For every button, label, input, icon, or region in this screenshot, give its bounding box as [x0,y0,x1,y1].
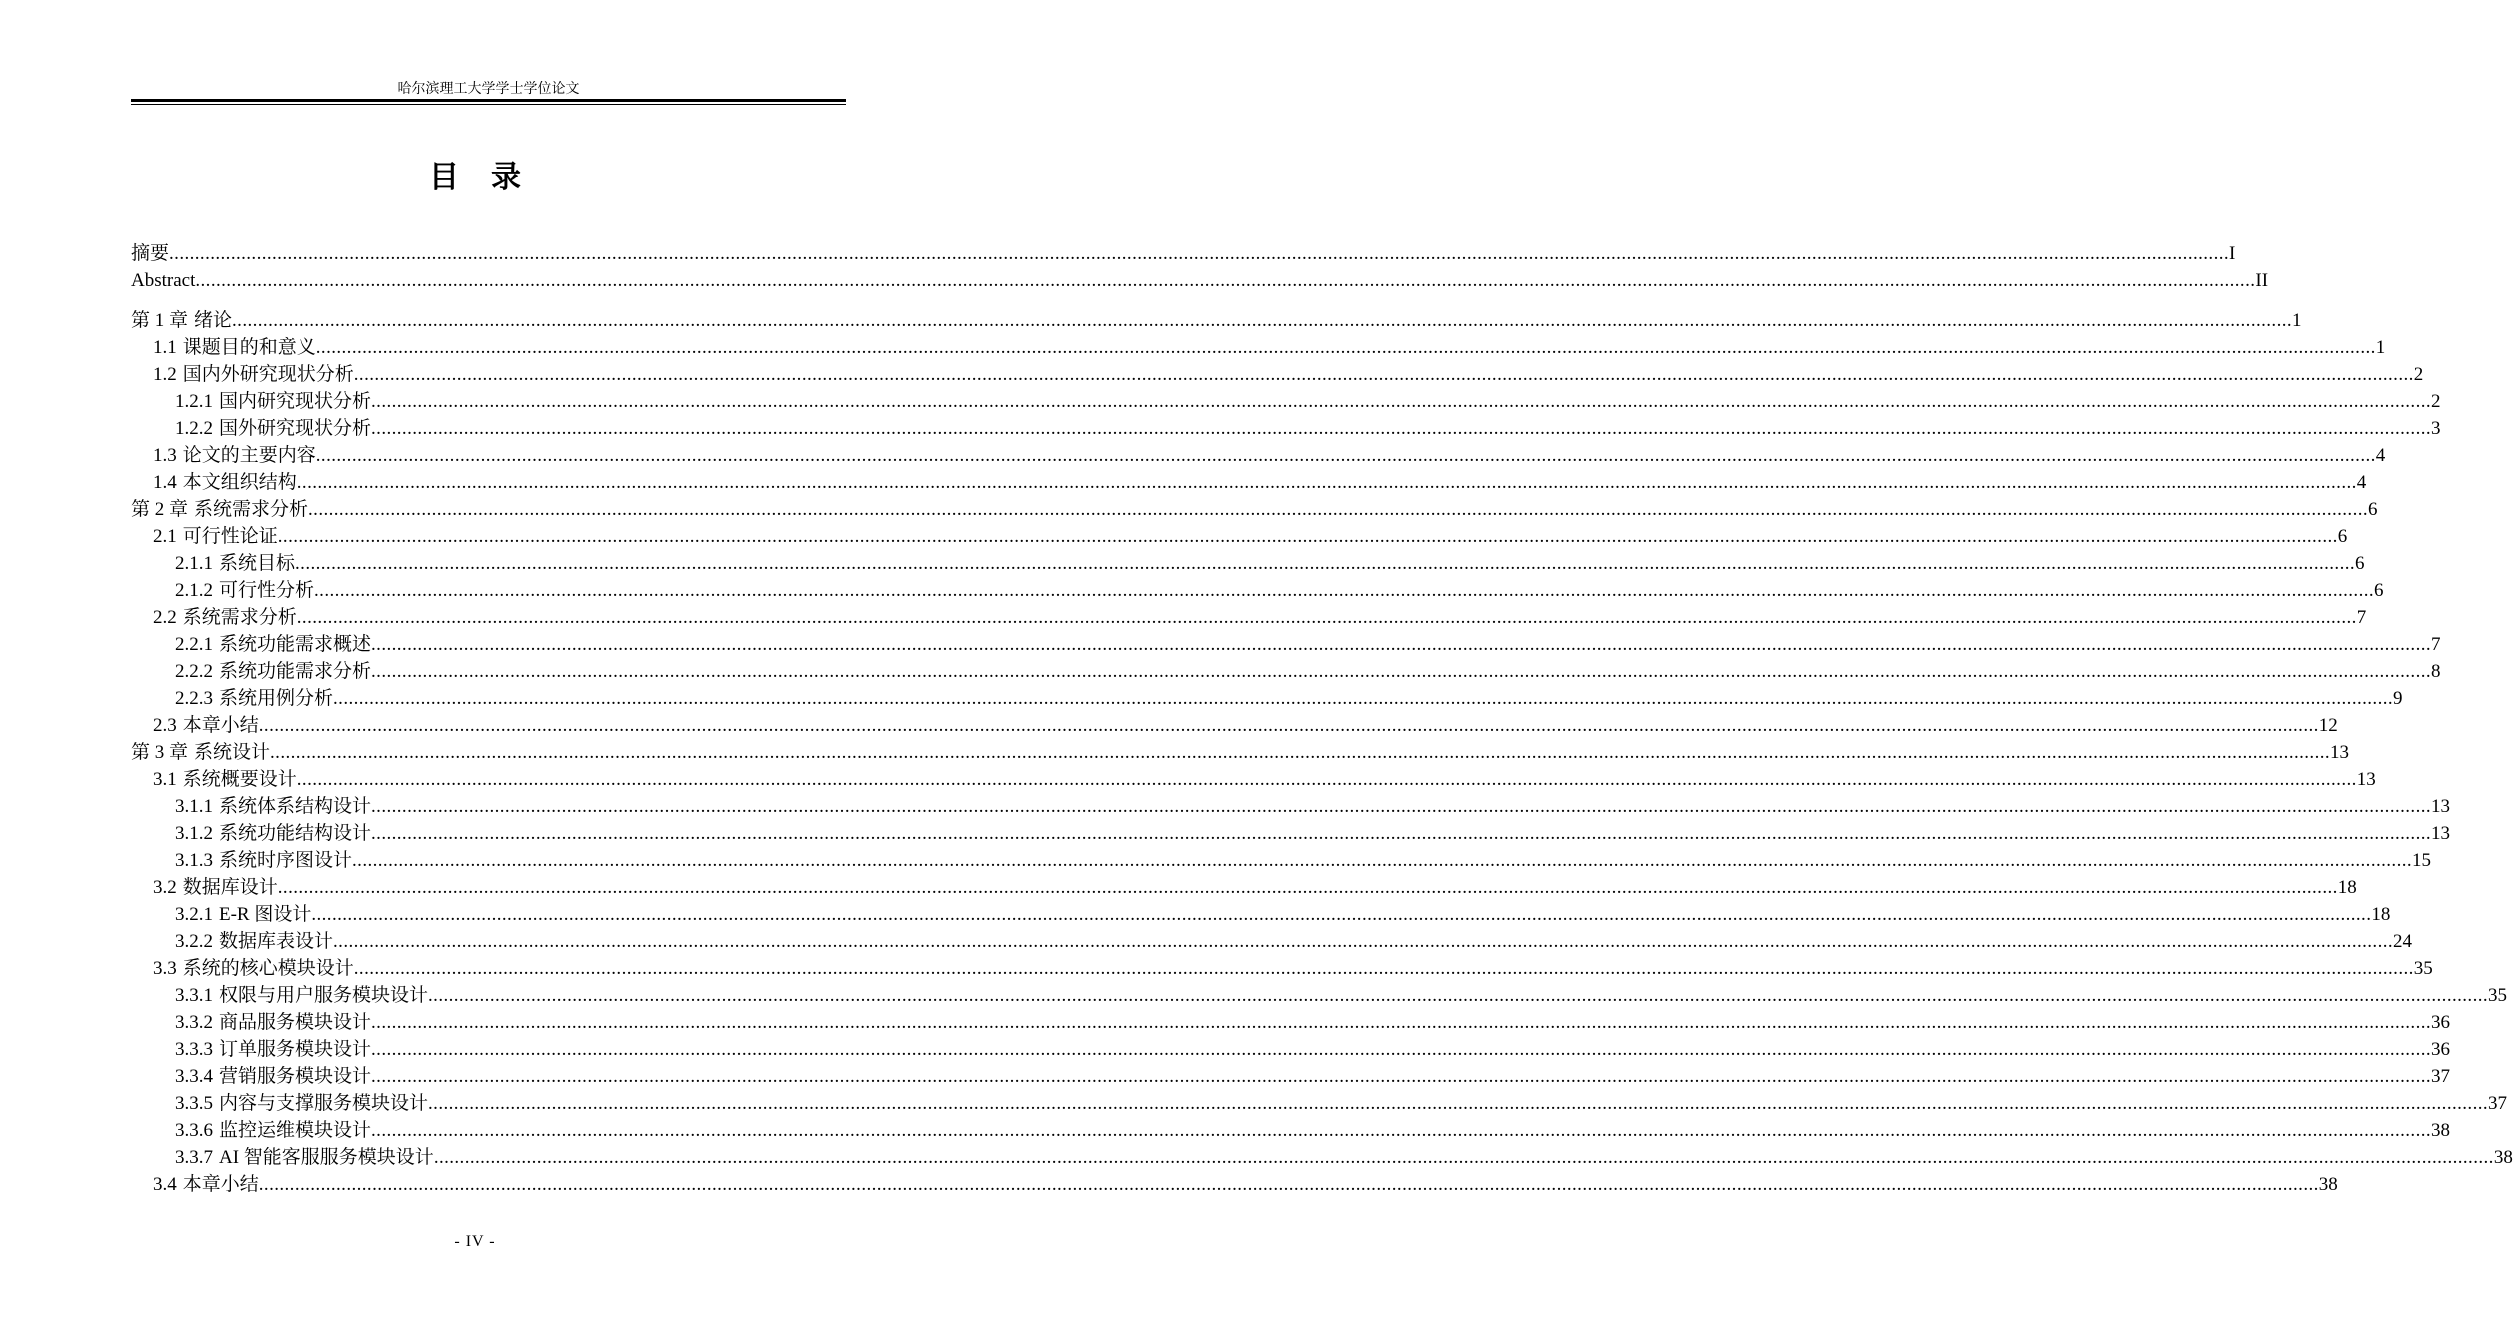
toc-entry-title [175,631,371,658]
toc-entry-number: 3.3.4 [175,1066,213,1087]
toc-entry[interactable] [131,847,2432,874]
toc-entry[interactable] [131,766,2376,793]
toc-entry[interactable] [131,712,2338,739]
toc-entry-title [175,685,333,712]
toc-entry[interactable] [131,240,2236,267]
toc-entry-title [175,793,371,820]
toc-entry-label: E-R 图设计 [219,904,312,925]
toc-entry-label: 系统概要设计 [182,769,297,790]
toc-entry-label: 系统功能需求分析 [219,661,372,682]
toc-entry-number: 3.3.7 [175,1147,213,1168]
toc-entry-title [131,267,195,294]
toc-entry-title [153,955,354,982]
toc-entry[interactable] [131,577,2384,604]
toc-entry-page: 13 [2431,796,2451,817]
toc-entry-page: 2 [2413,364,2424,385]
toc-entry-page: I [2229,243,2236,264]
toc-leader-dots: ................................................................................................................................................................................................................................................................................................................................................................................................................ [371,391,2432,412]
toc-leader-dots: ................................................................................................................................................................................................................................................................................................................................................................................................................ [433,1147,2494,1168]
toc-leader-dots: ................................................................................................................................................................................................................................................................................................................................................................................................................ [428,985,2489,1006]
toc-leader-dots: ................................................................................................................................................................................................................................................................................................................................................................................................................ [333,688,2394,709]
toc-entry-number: 3.3.6 [175,1120,213,1141]
toc-leader-dots: ................................................................................................................................................................................................................................................................................................................................................................................................................ [315,337,2376,358]
toc-entry-title [175,415,371,442]
toc-entry-title [131,739,270,766]
toc-leader-dots: ................................................................................................................................................................................................................................................................................................................................................................................................................ [296,769,2357,790]
toc-entry-number: 2.2 [153,607,177,628]
toc-entry-page: 4 [2375,445,2386,466]
toc-entry-number: 3.1.2 [175,823,213,844]
toc-entry-title [175,1009,371,1036]
toc-leader-dots: ................................................................................................................................................................................................................................................................................................................................................................................................................ [371,418,2432,439]
toc-entry-page: 18 [2371,904,2391,925]
toc-entry-label: 商品服务模块设计 [219,1012,372,1033]
toc-entry-label: 可行性分析 [219,580,315,601]
toc-entry-label: 摘要 [131,243,170,264]
toc-entry-title [153,766,297,793]
toc-entry[interactable] [131,1171,2338,1198]
toc-leader-dots: ................................................................................................................................................................................................................................................................................................................................................................................................................ [232,310,2293,331]
toc-entry-label: 系统目标 [219,553,296,574]
toc-entry[interactable] [131,982,2508,1009]
toc-entry[interactable] [131,820,2451,847]
toc-entry-page: 12 [2318,715,2338,736]
toc-leader-dots: ................................................................................................................................................................................................................................................................................................................................................................................................................ [195,270,2256,291]
toc-entry-number: 3.1.1 [175,796,213,817]
toc-entry-label: 订单服务模块设计 [219,1039,372,1060]
toc-entry[interactable] [131,361,2424,388]
toc-entry-page: 6 [2374,580,2384,601]
toc-entry-number: 第 2 章 [131,499,189,520]
toc-entry[interactable] [131,1144,2513,1171]
toc-entry-label: 系统需求分析 [182,607,297,628]
toc-entry-title [131,307,232,334]
toc-entry[interactable] [131,955,2433,982]
toc-entry-title [153,874,278,901]
toc-entry-label: 国内研究现状分析 [219,391,372,412]
toc-entry-number: 2.2.3 [175,688,213,709]
toc-entry-label: 系统的核心模块设计 [182,958,354,979]
toc-entry-title [153,604,297,631]
toc-entry-page: 18 [2337,877,2357,898]
toc-entry[interactable] [131,469,2367,496]
toc-entry-page: 38 [2318,1174,2338,1195]
toc-entry-title [175,550,295,577]
toc-entry-label: 课题目的和意义 [182,337,316,358]
toc-entry-page: 36 [2431,1012,2451,1033]
page-number: - IV - [454,1233,496,1250]
toc-entry-page: 24 [2393,931,2413,952]
toc-entry[interactable] [131,496,2378,523]
toc-leader-dots: ................................................................................................................................................................................................................................................................................................................................................................................................................ [371,823,2432,844]
toc-entry-label: 本章小结 [182,715,259,736]
toc-entry-page: 6 [2368,499,2378,520]
toc-entry-page: 4 [2356,472,2367,493]
toc-entry-page: 1 [2292,310,2302,331]
toc-leader-dots: ................................................................................................................................................................................................................................................................................................................................................................................................................ [270,742,2331,763]
toc-entry-title [175,577,314,604]
toc-entry-title [153,523,278,550]
toc-entry[interactable] [131,874,2357,901]
toc-entry-page: 35 [2413,958,2433,979]
toc-entry-number: 3.3 [153,958,177,979]
toc-leader-dots: ................................................................................................................................................................................................................................................................................................................................................................................................................ [308,499,2369,520]
toc-entry-page: 9 [2393,688,2403,709]
toc-entry-number: 3.2.1 [175,904,213,925]
toc-entry[interactable] [131,739,2350,766]
toc-entry-page: 3 [2431,418,2441,439]
toc-entry-number: 3.3.3 [175,1039,213,1060]
toc-entry-page: 36 [2431,1039,2451,1060]
toc-entry-number: 1.3 [153,445,177,466]
toc-entry-label: 国外研究现状分析 [219,418,372,439]
toc-entry[interactable] [131,1090,2508,1117]
toc-leader-dots: ................................................................................................................................................................................................................................................................................................................................................................................................................ [333,931,2394,952]
toc-leader-dots: ................................................................................................................................................................................................................................................................................................................................................................................................................ [295,553,2356,574]
toc-entry-title [175,1063,371,1090]
toc-entry-number: 2.1.2 [175,580,213,601]
toc-entry[interactable] [131,658,2441,685]
toc-entry-number: 2.1 [153,526,177,547]
toc-entry-title [175,847,352,874]
toc-entry[interactable] [131,631,2441,658]
toc-leader-dots: ................................................................................................................................................................................................................................................................................................................................................................................................................ [371,1066,2432,1087]
toc-leader-dots: ................................................................................................................................................................................................................................................................................................................................................................................................................ [169,243,2230,264]
toc-entry-title [175,928,333,955]
toc-entry-title [131,240,169,267]
toc-entry-page: 6 [2337,526,2348,547]
toc-entry-label: 系统体系结构设计 [219,796,372,817]
toc-leader-dots: ................................................................................................................................................................................................................................................................................................................................................................................................................ [315,445,2376,466]
toc-entry-number: 1.1 [153,337,177,358]
toc-entry-title [175,1144,434,1171]
toc-entry-title [153,712,259,739]
toc-leader-dots: ................................................................................................................................................................................................................................................................................................................................................................................................................ [353,364,2414,385]
toc-entry-label: 系统功能结构设计 [219,823,372,844]
toc-entry-page: 1 [2375,337,2386,358]
toc-entry-number: 3.2 [153,877,177,898]
toc-entry-number: 3.3.2 [175,1012,213,1033]
toc-leader-dots: ................................................................................................................................................................................................................................................................................................................................................................................................................ [371,1039,2432,1060]
toc-entry-label: 数据库表设计 [219,931,334,952]
toc-leader-dots: ................................................................................................................................................................................................................................................................................................................................................................................................................ [258,1174,2319,1195]
toc-entry[interactable] [131,388,2441,415]
toc-entry-number: 3.1 [153,769,177,790]
toc-entry-number: 3.1.3 [175,850,213,871]
toc-entry-title [153,442,316,469]
toc-entry-label: 绪论 [194,310,233,331]
toc-leader-dots: ................................................................................................................................................................................................................................................................................................................................................................................................................ [296,472,2357,493]
toc-entry-title [131,496,308,523]
toc-entry-label: 国内外研究现状分析 [182,364,354,385]
toc-entry-title [175,820,371,847]
toc-entry-title [175,901,311,928]
toc-entry-number: 1.2.1 [175,391,213,412]
toc-entry-page: II [2255,270,2269,291]
toc-leader-dots: ................................................................................................................................................................................................................................................................................................................................................................................................................ [371,661,2432,682]
toc-entry-page: 2 [2431,391,2441,412]
toc-leader-dots: ................................................................................................................................................................................................................................................................................................................................................................................................................ [371,1120,2432,1141]
toc-entry-page: 7 [2431,634,2441,655]
toc-leader-dots: ................................................................................................................................................................................................................................................................................................................................................................................................................ [296,607,2357,628]
toc-leader-dots: ................................................................................................................................................................................................................................................................................................................................................................................................................ [353,958,2414,979]
toc-entry-label: 本章小结 [182,1174,259,1195]
toc-entry-label: AI 智能客服服务模块设计 [219,1147,434,1168]
toc-entry-page: 15 [2412,850,2432,871]
toc-leader-dots: ................................................................................................................................................................................................................................................................................................................................................................................................................ [371,796,2432,817]
toc-entry-title [175,982,428,1009]
toc-entry-number: 3.3.1 [175,985,213,1006]
toc-entry-label: 论文的主要内容 [182,445,316,466]
toc-entry-number: 2.2.2 [175,661,213,682]
toc-entry-page: 13 [2431,823,2451,844]
toc-entry-page: 13 [2356,769,2376,790]
toc-entry-page: 38 [2431,1120,2451,1141]
toc-entry-number: 3.2.2 [175,931,213,952]
toc-entry-label: 监控运维模块设计 [219,1120,372,1141]
toc-entry-page: 37 [2488,1093,2508,1114]
toc-entry-title [153,1171,259,1198]
toc-entry-label: 营销服务模块设计 [219,1066,372,1087]
toc-entry-number: 1.2 [153,364,177,385]
toc-entry[interactable] [131,604,2367,631]
toc-leader-dots: ................................................................................................................................................................................................................................................................................................................................................................................................................ [314,580,2375,601]
toc-entry-page: 37 [2431,1066,2451,1087]
toc-leader-dots: ................................................................................................................................................................................................................................................................................................................................................................................................................ [371,1012,2432,1033]
toc-entry[interactable] [131,307,2302,334]
toc-entry-page: 35 [2488,985,2508,1006]
toc-entry-label: 系统功能需求概述 [219,634,372,655]
toc-entry-label: 本文组织结构 [182,472,297,493]
toc-leader-dots: ................................................................................................................................................................................................................................................................................................................................................................................................................ [371,634,2432,655]
toc-entry-number: 2.2.1 [175,634,213,655]
toc-entry[interactable] [131,901,2391,928]
toc-entry-number: 2.1.1 [175,553,213,574]
header-rule-thick [131,99,846,102]
toc-entry-page: 6 [2355,553,2365,574]
header-rule-thin [131,104,846,105]
toc-entry[interactable] [131,1117,2451,1144]
toc-entry-title [175,1090,428,1117]
toc-entry-number: 第 1 章 [131,310,189,331]
toc-entry-page: 38 [2493,1147,2513,1168]
toc-entry-label: 可行性论证 [182,526,278,547]
toc-entry[interactable] [131,442,2386,469]
toc-leader-dots: ................................................................................................................................................................................................................................................................................................................................................................................................................ [311,904,2372,925]
toc-entry-label: 系统时序图设计 [219,850,353,871]
toc-entry-title [175,388,371,415]
toc-entry-title [153,334,316,361]
toc-entry-title [175,658,371,685]
toc-entry-number: 第 3 章 [131,742,189,763]
toc-entry[interactable] [131,523,2348,550]
page-title: 目录 [429,160,553,195]
toc-entry-label: 数据库设计 [182,877,278,898]
toc-entry-number: 1.2.2 [175,418,213,439]
toc-leader-dots: ................................................................................................................................................................................................................................................................................................................................................................................................................ [258,715,2319,736]
toc-leader-dots: ................................................................................................................................................................................................................................................................................................................................................................................................................ [352,850,2413,871]
toc-entry-label: Abstract [131,270,196,291]
toc-entry[interactable] [131,928,2413,955]
toc-entry[interactable] [131,267,2269,294]
table-of-contents [131,240,2513,1198]
toc-entry-page: 8 [2431,661,2441,682]
toc-entry-title [153,361,354,388]
toc-entry[interactable] [131,1036,2451,1063]
toc-entry-number: 3.4 [153,1174,177,1195]
toc-entry-label: 权限与用户服务模块设计 [219,985,429,1006]
toc-entry-label: 系统需求分析 [194,499,309,520]
toc-entry-number: 2.3 [153,715,177,736]
toc-entry-page: 13 [2330,742,2350,763]
toc-entry[interactable] [131,1009,2451,1036]
toc-entry-number: 3.3.5 [175,1093,213,1114]
toc-entry-title [153,469,297,496]
toc-entry[interactable] [131,793,2451,820]
toc-entry[interactable] [131,1063,2451,1090]
toc-entry-label: 系统用例分析 [219,688,334,709]
toc-entry-page: 7 [2356,607,2367,628]
toc-entry[interactable] [131,415,2441,442]
toc-leader-dots: ................................................................................................................................................................................................................................................................................................................................................................................................................ [277,877,2338,898]
toc-entry-label: 内容与支撑服务模块设计 [219,1093,429,1114]
toc-leader-dots: ................................................................................................................................................................................................................................................................................................................................................................................................................ [277,526,2338,547]
toc-entry-title [175,1117,371,1144]
page-header: 哈尔滨理工大学学士学位论文 [397,82,580,97]
toc-leader-dots: ................................................................................................................................................................................................................................................................................................................................................................................................................ [428,1093,2489,1114]
toc-entry-title [175,1036,371,1063]
toc-entry-number: 1.4 [153,472,177,493]
toc-entry[interactable] [131,685,2403,712]
toc-entry[interactable] [131,334,2386,361]
toc-entry[interactable] [131,550,2365,577]
toc-entry-label: 系统设计 [194,742,271,763]
